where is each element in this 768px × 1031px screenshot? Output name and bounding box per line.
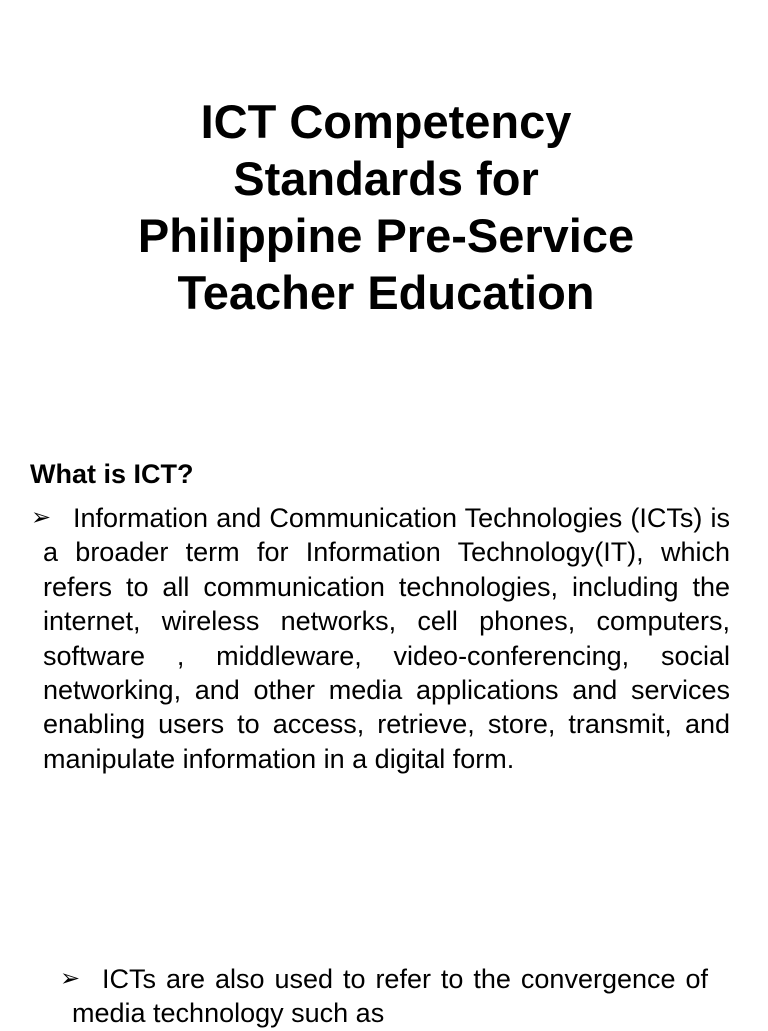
bullet-text: ICTs are also used to refer to the convergence of media technology such as [72,964,708,1029]
title-line-3: Philippine Pre-Service [137,209,635,262]
title-line-2: Standards for [233,152,539,205]
bullet-item [60,962,708,1031]
arrow-bullet-icon: ➢ [31,504,52,531]
bullet-text: Information and Communication Technologies (ICTs) is a broader term for Information Technology(IT), which refers to all communication technologies, including the internet, wireless networks, cell phones, computers, software , middleware, video-conferencing, social networking, and other media applications and services enabling users to access, retrieve, store, transmit, and manipulate information in a digital form. [43,503,730,774]
bullet-item [31,501,730,776]
title-line-4: Teacher Education [177,266,595,319]
document-title [40,93,732,321]
section-heading: What is ICT? [30,459,194,489]
arrow-bullet-icon: ➢ [60,965,81,992]
title-line-1: ICT Competency [200,95,572,148]
